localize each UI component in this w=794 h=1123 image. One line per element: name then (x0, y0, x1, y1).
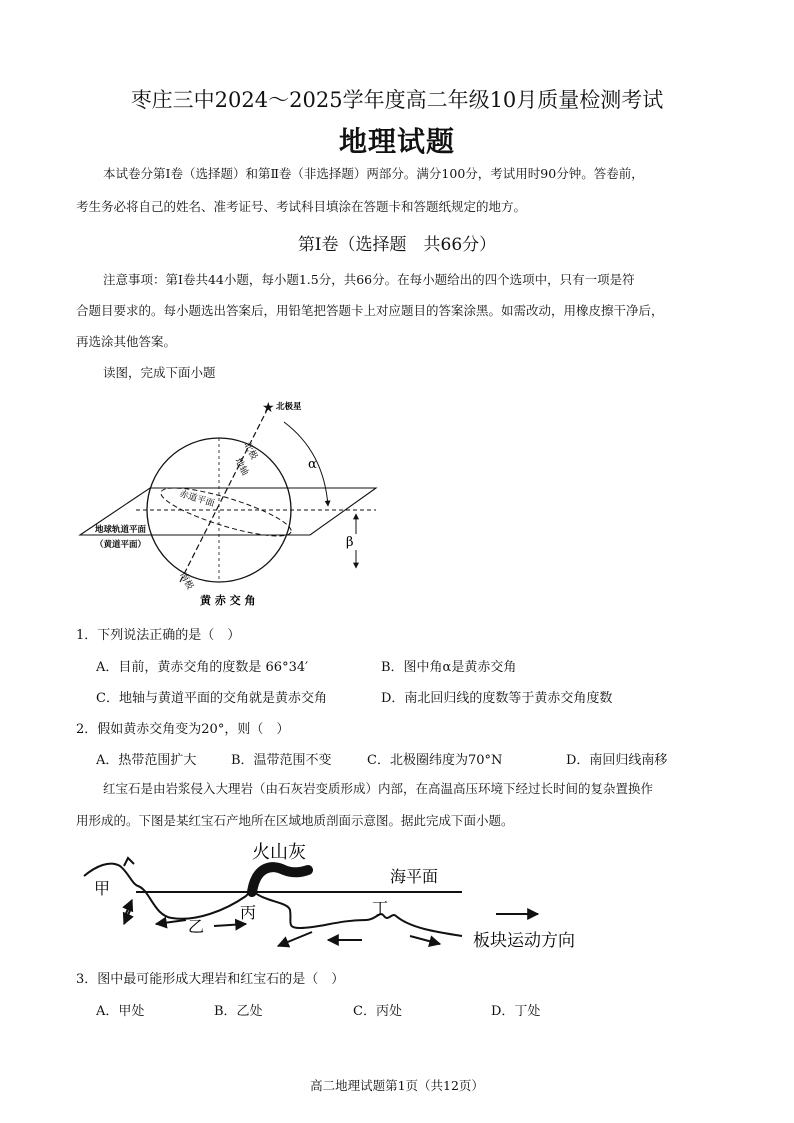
q1-option-a[interactable]: A．目前，黄赤交角的度数是 66°34′ (96, 660, 309, 675)
exam-title: 枣庄三中2024～2025学年度高二年级10月质量检测考试 (130, 88, 664, 112)
q2-option-b[interactable]: B．温带范围不变 (231, 753, 332, 768)
group2-text-2: 用形成的。下图是某红宝石产地所在区域地质剖面示意图。据此完成下面小题。 (76, 813, 514, 828)
earth-axis-label: 地轴 (232, 456, 250, 478)
sea-level-label: 海平面 (390, 867, 439, 886)
q1-option-d[interactable]: D．南北回归线的度数等于黄赤交角度数 (381, 691, 613, 706)
group2-text-1: 红宝石是由岩浆侵入大理岩（由石灰岩变质形成）内部，在高温高压环境下经过长时间的复杂置换作 (103, 781, 654, 796)
intro-line-1: 本试卷分第Ⅰ卷（选择题）和第Ⅱ卷（非选择题）两部分。满分100分，考试用时90分钟。答卷前， (103, 166, 644, 181)
page-footer: 高二地理试题第1页（共12页） (310, 1078, 484, 1093)
star-icon: ★ (262, 400, 275, 416)
equator-plane-label: 赤道平面 (178, 489, 216, 510)
volcanic-ash-plume (252, 867, 308, 892)
north-star-label: 北极星 (276, 402, 302, 412)
ecliptic-figure (76, 392, 396, 614)
alpha-label: α (308, 457, 317, 472)
q3-option-c[interactable]: C．丙处 (353, 1004, 402, 1019)
subject-title: 地理试题 (338, 125, 455, 158)
north-pole-label: 北极 (241, 440, 259, 462)
q1-option-c[interactable]: C．地轴与黄道平面的交角就是黄赤交角 (96, 691, 327, 706)
alpha-arc (284, 422, 328, 506)
q2-option-a[interactable]: A．热带范围扩大 (96, 753, 197, 768)
q2-option-c[interactable]: C．北极圈纬度为70°N (367, 753, 503, 768)
bing-label: 丙 (240, 903, 257, 922)
jia-label: 甲 (94, 879, 111, 898)
group1-instruction: 读图，完成下面小题 (103, 365, 216, 380)
q3-stem: 3．图中最可能形成大理岩和红宝石的是（ ） (76, 972, 345, 987)
volcanic-ash-label: 火山灰 (252, 842, 306, 863)
notice-line-2: 合题目要求的。每小题选出答案后，用铅笔把答题卡上对应题目的答案涂黑。如需改动，用橡皮擦干净后， (76, 303, 664, 318)
plate-direction-label: 板块运动方向 (473, 931, 575, 951)
q3-option-d[interactable]: D．丁处 (491, 1004, 541, 1019)
q2-option-d[interactable]: D．南回归线南移 (566, 753, 668, 768)
notice-line-3: 再选涂其他答案。 (76, 334, 177, 349)
section-title: 第Ⅰ卷（选择题 共66分） (297, 235, 497, 255)
south-pole-label: 南极 (177, 570, 195, 592)
q2-stem: 2．假如黄赤交角变为20°，则（ ） (76, 722, 290, 737)
figure-caption: 黄 赤 交 角 (200, 594, 256, 607)
notice-line-1: 注意事项：第Ⅰ卷共44小题，每小题1.5分，共66分。在每小题给出的四个选项中，只有一项是符 (103, 272, 635, 287)
q3-option-a[interactable]: A．甲处 (96, 1004, 145, 1019)
intro-line-2: 考生务必将自己的姓名、准考证号、考试科目填涂在答题卡和答题纸规定的地方。 (76, 199, 527, 214)
q3-option-b[interactable]: B．乙处 (214, 1004, 263, 1019)
beta-label: β (346, 535, 354, 550)
geology-figure (76, 836, 616, 966)
q1-option-b[interactable]: B．图中角α是黄赤交角 (381, 660, 517, 675)
ding-label: 丁 (372, 899, 389, 918)
orbit-plane-label: 地球轨道平面 (95, 525, 147, 535)
ecliptic-plane-label: （黄道平面） (95, 540, 147, 550)
yi-label: 乙 (188, 917, 205, 936)
q1-stem: 1．下列说法正确的是（ ） (76, 628, 241, 643)
